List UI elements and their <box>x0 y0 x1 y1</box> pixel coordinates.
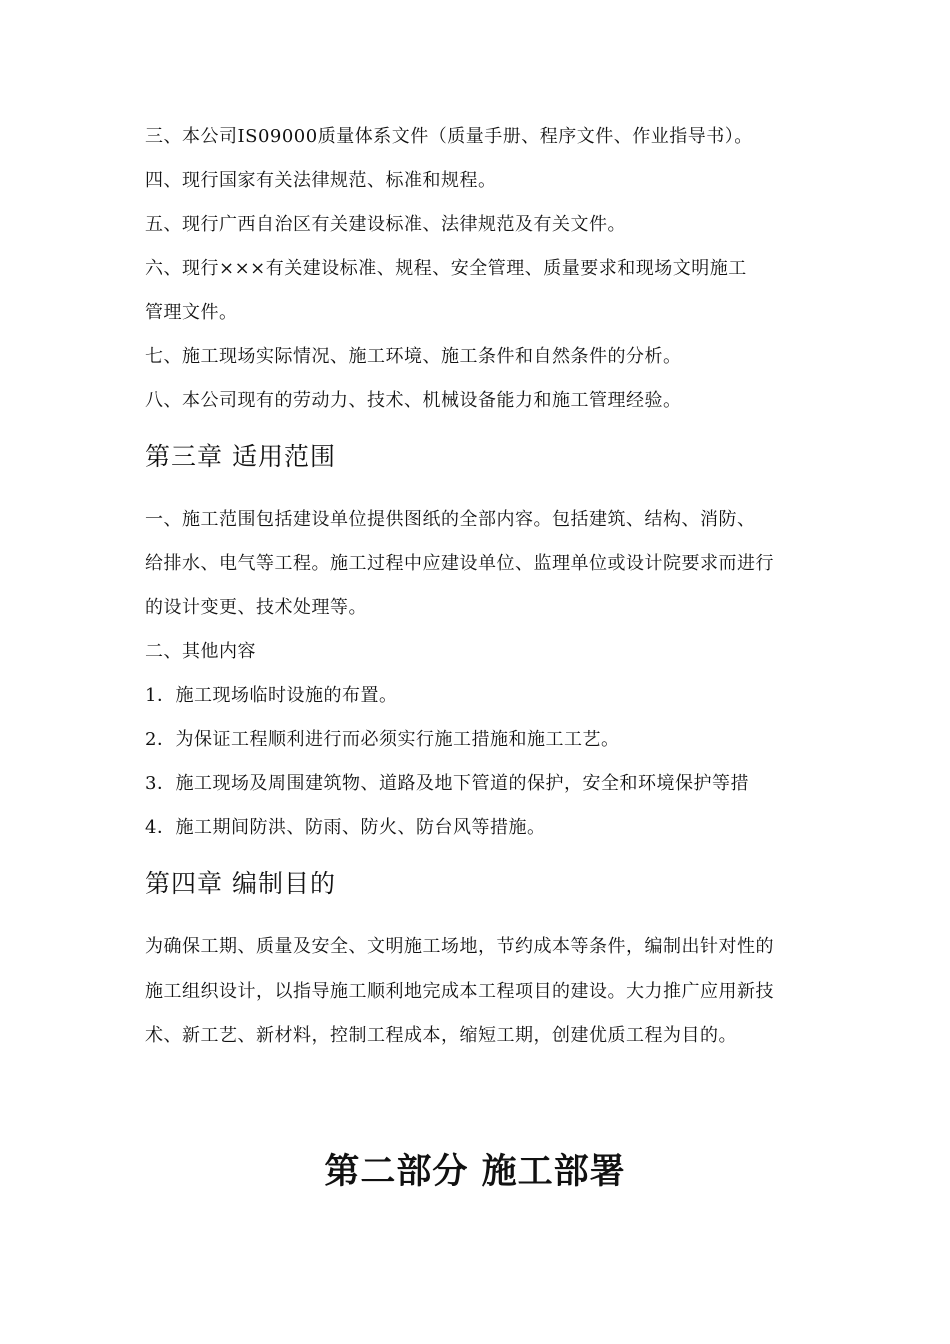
basis-item-5: 五、现行广西自治区有关建设标准、法律规范及有关文件。 <box>145 214 626 235</box>
chapter-3-list-item: 1．施工现场临时设施的布置。 <box>145 685 398 706</box>
chapter-3-paragraph-line: 的设计变更、技术处理等。 <box>145 597 367 618</box>
chapter-3-paragraph-line: 给排水、电气等工程。施工过程中应建设单位、监理单位或设计院要求而进行 <box>145 553 774 574</box>
basis-item-6: 六、现行×××有关建设标准、规程、安全管理、质量要求和现场文明施工 <box>145 258 747 279</box>
chapter-3-heading: 第三章 适用范围 <box>145 442 336 471</box>
chapter-3-list-item: 2．为保证工程顺利进行而必须实行施工措施和施工工艺。 <box>145 729 620 750</box>
chapter-4-paragraph-line: 施工组织设计，以指导施工顺利地完成本工程项目的建设。大力推广应用新技 <box>145 981 774 1002</box>
chapter-4-heading: 第四章 编制目的 <box>145 869 336 898</box>
chapter-4-paragraph-line: 为确保工期、质量及安全、文明施工场地，节约成本等条件，编制出针对性的 <box>145 936 774 957</box>
basis-item-3: 三、本公司IS09000质量体系文件（质量手册、程序文件、作业指导书）。 <box>145 126 753 147</box>
chapter-3-paragraph-line: 一、施工范围包括建设单位提供图纸的全部内容。包括建筑、结构、消防、 <box>145 509 756 530</box>
chapter-3-list-item: 3．施工现场及周围建筑物、道路及地下管道的保护，安全和环境保护等措 <box>145 773 749 794</box>
basis-item-4: 四、现行国家有关法律规范、标准和规程。 <box>145 170 497 191</box>
basis-item-6-continued: 管理文件。 <box>145 302 238 323</box>
chapter-4-paragraph-line: 术、新工艺、新材料，控制工程成本，缩短工期，创建优质工程为目的。 <box>145 1025 737 1046</box>
basis-item-8: 八、本公司现有的劳动力、技术、机械设备能力和施工管理经验。 <box>145 390 682 411</box>
chapter-3-subheading: 二、其他内容 <box>145 641 256 662</box>
basis-item-7: 七、施工现场实际情况、施工环境、施工条件和自然条件的分析。 <box>145 346 682 367</box>
chapter-3-list-item: 4．施工期间防洪、防雨、防火、防台风等措施。 <box>145 817 546 838</box>
part-2-title: 第二部分 施工部署 <box>324 1152 626 1192</box>
